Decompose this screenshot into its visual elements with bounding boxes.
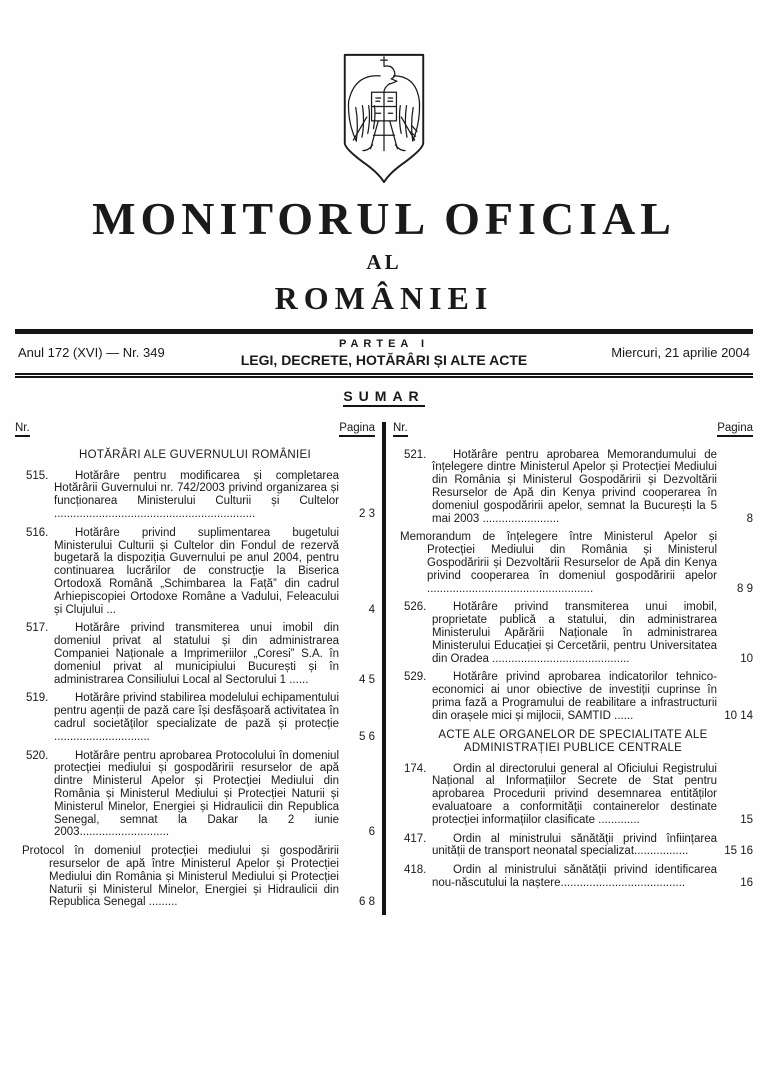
entry-pages: 15 16 bbox=[724, 845, 753, 858]
page-label: Pagina bbox=[717, 422, 753, 437]
masthead bbox=[0, 0, 768, 317]
entry-number: 418. bbox=[404, 864, 427, 877]
toc-entry-memorandum bbox=[393, 531, 753, 595]
toc-entry-174 bbox=[393, 763, 753, 827]
summary-title: SUMAR bbox=[343, 388, 424, 407]
coat-of-arms-icon bbox=[336, 52, 432, 186]
entry-number: 519. bbox=[26, 692, 49, 705]
part-label: PARTEA I bbox=[338, 337, 430, 350]
entry-text: Hotărâre privind suplimentarea bugetului Ministerului Culturii și Cultelor din Fondul de rezervă bugetară la dispoziția Guvernului pe anul 2004, pentru continuarea lucrărilor de construcție la Biserica Ortodoxă Română „Schimbarea la Față” din cadrul Arhiepiscopiei Ortodoxe Române a Vadului, Feleacului și Clujului ... bbox=[54, 526, 339, 616]
gazette-title-romaniei: ROMÂNIEI bbox=[274, 279, 494, 316]
entry-number: 174. bbox=[404, 762, 427, 775]
entry-pages: 8 bbox=[746, 512, 753, 525]
entry-number: 521. bbox=[404, 448, 427, 461]
issue-part bbox=[233, 338, 534, 368]
nr-label: Nr. bbox=[393, 422, 408, 437]
entry-pages: 10 14 bbox=[724, 709, 753, 722]
entry-pages: 4 5 bbox=[359, 673, 375, 686]
toc-entry-520 bbox=[15, 750, 375, 840]
toc-entry-417 bbox=[393, 833, 753, 859]
gazette-title-al: AL bbox=[366, 249, 402, 274]
page-label: Pagina bbox=[339, 422, 375, 437]
issue-number: Anul 172 (XVI) — Nr. 349 bbox=[18, 345, 165, 361]
gazette-title: MONITORUL OFICIAL bbox=[92, 193, 676, 244]
column-header-right bbox=[393, 422, 753, 437]
entry-text: Memorandum de înțelegere între Ministerul Apelor și Protecției Mediului din România și Ministerul Gospodăririi și Dezvoltării Resurselor de Apă din Kenya privind cooperarea în domeniul gospodăririi apelor .................................................... bbox=[400, 531, 717, 595]
summary-title-wrap bbox=[0, 388, 768, 407]
entry-number: 529. bbox=[404, 671, 427, 684]
part-subtitle: LEGI, DECRETE, HOTĂRÂRI ȘI ALTE ACTE bbox=[240, 351, 528, 368]
toc-entry-521 bbox=[393, 449, 753, 526]
entry-pages: 4 bbox=[368, 603, 375, 616]
column-divider-rule bbox=[382, 422, 386, 916]
toc-entry-517 bbox=[15, 622, 375, 686]
entry-pages: 15 bbox=[740, 813, 753, 826]
section-heading-central-administration-acts: ACTE ALE ORGANELOR DE SPECIALITATE ALE ADMINISTRAȚIEI PUBLICE CENTRALE bbox=[438, 728, 708, 754]
entry-number: 517. bbox=[26, 622, 49, 635]
entry-number: 516. bbox=[26, 526, 49, 539]
entry-pages: 5 6 bbox=[359, 730, 375, 743]
summary-column-right bbox=[393, 422, 753, 916]
entry-pages: 10 bbox=[740, 652, 753, 665]
entry-text: Protocol în domeniul protecției mediului și gospodăririi resurselor de apă între Ministerul Apelor și Protecției Mediului din România și Ministerul Mediului și Protecției Naturii și Ministerul Minelor, Energiei și Hidraulicii din Republica Senegal ......... bbox=[22, 845, 339, 909]
entry-pages: 6 8 bbox=[359, 896, 375, 909]
entry-pages: 2 3 bbox=[359, 507, 375, 520]
entry-number: 526. bbox=[404, 601, 427, 614]
entry-text: Ordin al directorului general al Oficiului Registrului Național al Informațiilor Secrete de Stat pentru aprobarea Procedurii privind desemnarea entităților evaluatoare a conformității containerelor destinate protecției informațiilor clasificate ............. bbox=[432, 762, 717, 826]
entry-number: 417. bbox=[404, 832, 427, 845]
toc-entry-protocol bbox=[15, 845, 375, 909]
entry-text: Hotărâre pentru aprobarea Memorandumului de înțelegere dintre Ministerul Apelor și Protecției Mediului din România și Ministerul Gospodăririi și Dezvoltării Resurselor de Apă din Kenya privind cooperarea în domeniul gospodăririi apelor, semnat la București la 5 mai 2003 ........................ bbox=[432, 448, 717, 525]
toc-entry-516 bbox=[15, 527, 375, 617]
entry-text: Hotărâre pentru aprobarea Protocolului în domeniul protecției mediului și gospodăririi resurselor de apă dintre Ministerul Apelor și Protecției Mediului din România și Ministerul Mediului și Protecției Naturii și Ministerul Minelor, Energiei și Hidraulicii din Republica Senegal, semnat la Dakar la 2 iunie 2003............................ bbox=[54, 749, 339, 839]
issue-band bbox=[0, 334, 768, 370]
bottom-double-rule bbox=[15, 373, 753, 378]
entry-text: Ordin al ministrului sănătății privind identificarea nou-născutului la naștere....................................... bbox=[432, 864, 717, 889]
toc-entry-515 bbox=[15, 470, 375, 521]
entry-text: Hotărâre pentru modificarea și completarea Hotărârii Guvernului nr. 742/2003 privind organizarea și funcționarea Ministerului Culturii și Cultelor ............................................................... bbox=[54, 469, 339, 520]
summary-columns bbox=[15, 422, 753, 916]
toc-entry-519 bbox=[15, 692, 375, 743]
summary-column-left bbox=[15, 422, 375, 916]
entry-number: 515. bbox=[26, 469, 49, 482]
entry-text: Hotărâre privind transmiterea unui imobil din domeniul privat al statului și din administrarea Companiei Naționale a Imprimeriilor „Coresi” S.A. în domeniul privat al municipiului București și în administrarea Consiliului Local al Sectorului 1 ...... bbox=[54, 622, 339, 686]
nr-label: Nr. bbox=[15, 422, 30, 437]
entry-pages: 16 bbox=[740, 876, 753, 889]
toc-entry-529 bbox=[393, 671, 753, 722]
entry-text: Ordin al ministrului sănătății privind înființarea unității de transport neonatal specializat................. bbox=[432, 832, 717, 858]
toc-entry-526 bbox=[393, 601, 753, 665]
entry-text: Hotărâre privind stabilirea modelului echipamentului pentru agenții de pază care își desfășoară activitatea în cadrul societăților specializate de pază și protecție .............................. bbox=[54, 692, 340, 743]
entry-text: Hotărâre privind aprobarea indicatorilor tehnico-economici ai unor obiective de investiții cuprinse în prima fază a Programului de reabilitare a infrastructurii din orașele mici și mijlocii, SAMTID ...... bbox=[432, 671, 717, 722]
entry-number: 520. bbox=[26, 749, 49, 762]
section-heading-government-decisions: HOTĂRÂRI ALE GUVERNULUI ROMÂNIEI bbox=[79, 448, 311, 461]
entry-pages: 6 bbox=[368, 826, 375, 839]
entry-text: Hotărâre privind transmiterea unui imobil, proprietate publică a statului, din administrarea Ministerului Apărării Naționale în administrarea Ministerului Educației și Cercetării, pentru Universitatea din Oradea ........................................... bbox=[432, 601, 717, 665]
entry-pages: 8 9 bbox=[737, 582, 753, 595]
issue-date: Miercuri, 21 aprilie 2004 bbox=[611, 345, 750, 361]
toc-entry-418 bbox=[393, 864, 753, 890]
column-header-left bbox=[15, 422, 375, 437]
